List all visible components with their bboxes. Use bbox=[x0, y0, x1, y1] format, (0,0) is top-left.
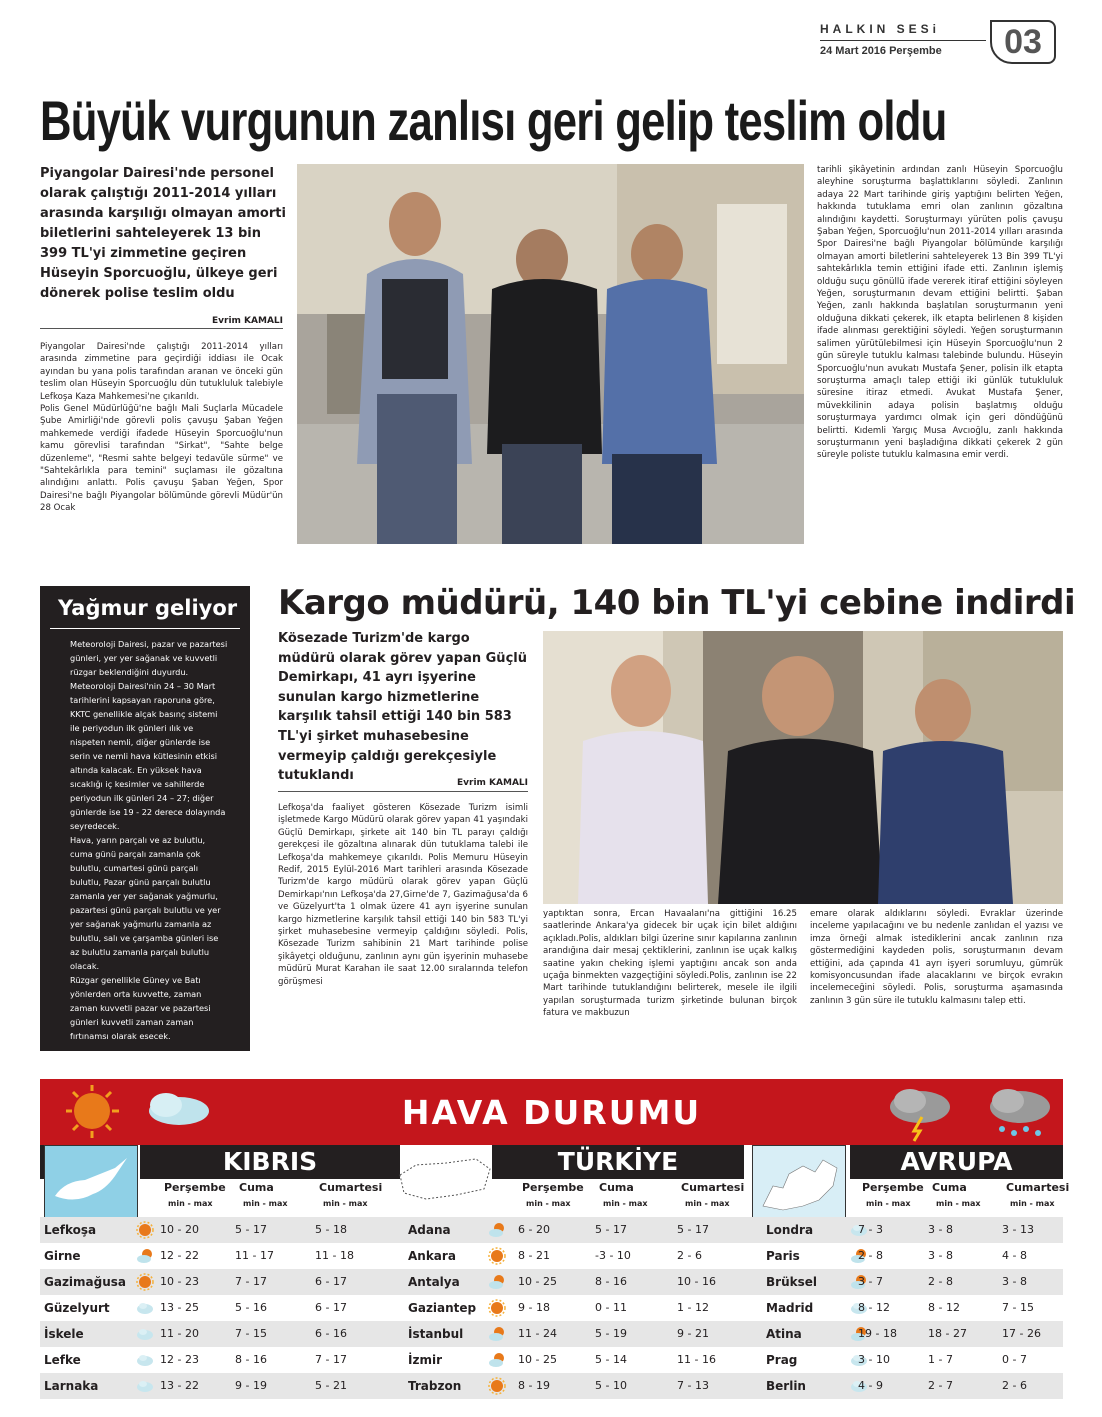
minmax-label: min - max bbox=[243, 1199, 288, 1208]
minmax-label: min - max bbox=[936, 1199, 981, 1208]
story1-column-2: tarihli şikâyetinin ardından zanlı Hüseyin Sporcuoğlu aleyhine soruşturma başlattıklarını söyledi. Zanlının adaya 22 Mart tarihinde giriş yaptığını belirten Yeğen, hakkında tutuklama emri olan zanlının gözaltına alındığını kaydetti. Soruşturmayı yürüten polis çavuşu Şaban Yeğen, Sporcuoğlu'nun 2011-2014 yılları arasında Spor Dairesi'ne bağlı Piyangolar bölümünde karşılığı olmayan amorti biletlerini sahteleyerek 13 Bin 399 TL'yi sahtekârlıkla temin ettiğini ifade etti. Zanlının işlemiş olduğu suçu gönüllü ifade vererek itiraf ettiğini söyleyen Yeğen, soruşturmanın devam ettiğini belirtti. Şaban Yeğen, zanlı hakkında başlatılan soruşturmanın yeni olduğuna dikkati çekerek, ilk etapta belirlenen 8 kişiden ifade alınması gerektiğini söyledi. Yeğen soruşturmanın salimen yürütülebilmesi için Hüseyin Sporcuoğlu'nun 2 gün süreyle tutuklu kalması talebinde bulundu. Hüseyin Sporcuoğlu'nun avukatı Mustafa Şener, polisin ilk etapta soruşturma amaçlı talep ettiği iki günlük tutukluluk süresine itiraz etmedi. Avukat Mustafa Şener, müvekkilinin adaya polisin başlatmış olduğu soruşturmaya yardımcı olmak için geri döndüğünü belirtti. Kıdemli Yargıç Musa Avcıoğlu, zanlı hakkında soruşturmanın yeni başladığına dikkati çekerek 2 gün süreyle poliste tutuklu kalmasına emir verdi. bbox=[817, 165, 1063, 461]
partly-cloudy-icon bbox=[488, 1221, 506, 1239]
temp-range: 10 - 23 bbox=[160, 1275, 199, 1288]
temp-range: 7 - 15 bbox=[1002, 1301, 1034, 1314]
temp-range: 3 - 8 bbox=[928, 1223, 953, 1236]
city-name: Girne bbox=[44, 1249, 81, 1263]
minmax-label: min - max bbox=[603, 1199, 648, 1208]
day-header-turkiye-2: Cumartesi bbox=[681, 1181, 745, 1194]
cloud-icon bbox=[136, 1351, 154, 1369]
page-number: 03 bbox=[990, 20, 1056, 64]
weather-row bbox=[40, 1347, 1063, 1373]
temp-range: 6 - 16 bbox=[315, 1327, 347, 1340]
temp-range: 4 - 8 bbox=[1002, 1249, 1027, 1262]
city-name: Brüksel bbox=[766, 1275, 817, 1289]
temp-range: 5 - 17 bbox=[235, 1223, 267, 1236]
temp-range: 10 - 25 bbox=[518, 1275, 557, 1288]
minmax-label: min - max bbox=[168, 1199, 213, 1208]
weather-row bbox=[40, 1373, 1063, 1399]
temp-range: 5 - 17 bbox=[677, 1223, 709, 1236]
temp-range: 8 - 19 bbox=[518, 1379, 550, 1392]
sun-icon bbox=[488, 1377, 506, 1395]
rain-sidebar bbox=[40, 586, 250, 1051]
temp-range: 2 - 8 bbox=[858, 1249, 883, 1262]
temp-range: 8 - 21 bbox=[518, 1249, 550, 1262]
newspaper-name: HALKIN SESi bbox=[820, 22, 941, 36]
day-header-turkiye-0: Perşembe bbox=[522, 1181, 584, 1194]
temp-range: 8 - 16 bbox=[235, 1353, 267, 1366]
partly-cloudy-icon bbox=[136, 1247, 154, 1265]
partly-cloudy-icon bbox=[488, 1273, 506, 1291]
day-header-kibris-1: Cuma bbox=[239, 1181, 274, 1194]
temp-range: 19 - 18 bbox=[858, 1327, 897, 1340]
temp-range: 18 - 27 bbox=[928, 1327, 967, 1340]
masthead-rule bbox=[820, 40, 986, 41]
issue-date: 24 Mart 2016 Perşembe bbox=[820, 45, 942, 57]
temp-range: 3 - 7 bbox=[858, 1275, 883, 1288]
temp-range: 10 - 25 bbox=[518, 1353, 557, 1366]
city-name: Ankara bbox=[408, 1249, 456, 1263]
city-name: Antalya bbox=[408, 1275, 460, 1289]
temp-range: 2 - 7 bbox=[928, 1379, 953, 1392]
europe-map bbox=[752, 1145, 846, 1221]
city-name: Paris bbox=[766, 1249, 800, 1263]
city-name: İstanbul bbox=[408, 1327, 464, 1341]
city-name: Larnaka bbox=[44, 1379, 99, 1393]
city-name: Atina bbox=[766, 1327, 802, 1341]
story2-column-1: Lefkoşa'da faaliyet gösteren Kösezade Turizm isimli işletmede Kargo Müdürü olarak görev yapan 41 yaşındaki Güçlü Demirkapı, şirkete ait 140 bin TL parayı çaldığı gerekçesi ile gözaltına alınarak dün tutuklama talebi ile Lefkoşa'da mahkemeye çıkarıldı. Polis Memuru Hüseyin Redif, 2015 Eylül-2016 Mart tarihleri arasında Kösezade Turizm'de kargo müdürü olarak görev yapan Güçlü Demirkapı'nın Lefkoşa'da 27,Girne'de 7, Gazimağusa'da 6 ve Güzelyurt'ta 1 olmak üzere 41 ayrı işyerine sunulan kargo hizmetlerine karşılık tahsil ettiği 140 bin 583 TL'yi şirket muhasebesine vermeyip çaldığını söyledi. Polis, Kösezade Turizm sahibinin 21 Mart tarihinde polise şikâyetçi olduğunu, zanlının aynı gün işyerinin muhasebe müdürü Murat Karahan ile saat 12.00 sıralarında telefon görüşmesi bbox=[278, 803, 528, 987]
story2-lead: Kösezade Turizm'de kargo müdürü olarak görev yapan Güçlü Demirkapı, 41 ayrı işyerine sunulan kargo hizmetlerine karşılık tahsil ettiği 140 bin 583 TL'yi şirket muhasebesine vermeyip çaldığı gerekçesiyle tutuklandı bbox=[278, 631, 527, 784]
sun-icon bbox=[488, 1299, 506, 1317]
minmax-label: min - max bbox=[866, 1199, 911, 1208]
story1-photo bbox=[297, 164, 804, 544]
temp-range: 11 - 18 bbox=[315, 1249, 354, 1262]
weather-panel bbox=[40, 1079, 1070, 1409]
city-name: Adana bbox=[408, 1223, 451, 1237]
story2-photo bbox=[543, 631, 1063, 904]
storm-icon bbox=[880, 1083, 1060, 1143]
temp-range: 2 - 6 bbox=[677, 1249, 702, 1262]
city-name: Trabzon bbox=[408, 1379, 462, 1393]
day-header-avrupa-2: Cumartesi bbox=[1006, 1181, 1070, 1194]
day-header-kibris-2: Cumartesi bbox=[319, 1181, 383, 1194]
temp-range: 0 - 7 bbox=[1002, 1353, 1027, 1366]
cyprus-map bbox=[44, 1145, 138, 1221]
story1-headline: Büyük vurgunun zanlısı geri gelip teslim oldu bbox=[40, 89, 947, 152]
day-header-avrupa-0: Perşembe bbox=[862, 1181, 924, 1194]
story1-lead: Piyangolar Dairesi'nde personel olarak çalıştığı 2011-2014 yılları arasında karşılığı olmayan amorti biletlerini sahteleyerek 13 bin 399 TL'yi zimmetine geçiren Hüseyin Sporcuoğlu, ülkeye geri dönerek polise teslim oldu bbox=[40, 166, 286, 301]
temp-range: 11 - 16 bbox=[677, 1353, 716, 1366]
temp-range: 9 - 18 bbox=[518, 1301, 550, 1314]
minmax-label: min - max bbox=[323, 1199, 368, 1208]
city-name: İzmir bbox=[408, 1353, 442, 1367]
turkey-map bbox=[396, 1145, 492, 1221]
story2-headline: Kargo müdürü, 140 bin TL'yi cebine indirdi bbox=[278, 583, 1076, 623]
weather-row bbox=[40, 1321, 1063, 1347]
temp-range: 6 - 20 bbox=[518, 1223, 550, 1236]
temp-range: 5 - 18 bbox=[315, 1223, 347, 1236]
temp-range: 3 - 8 bbox=[1002, 1275, 1027, 1288]
city-name: Lefke bbox=[44, 1353, 81, 1367]
temp-range: 4 - 9 bbox=[858, 1379, 883, 1392]
temp-range: 1 - 12 bbox=[677, 1301, 709, 1314]
temp-range: 13 - 25 bbox=[160, 1301, 199, 1314]
story2-rule bbox=[278, 791, 528, 792]
cloud-icon bbox=[136, 1299, 154, 1317]
temp-range: 10 - 20 bbox=[160, 1223, 199, 1236]
temp-range: 13 - 22 bbox=[160, 1379, 199, 1392]
day-header-kibris-0: Perşembe bbox=[164, 1181, 226, 1194]
temp-range: 2 - 8 bbox=[928, 1275, 953, 1288]
temp-range: 8 - 12 bbox=[858, 1301, 890, 1314]
weather-header bbox=[40, 1079, 1063, 1145]
sun-icon bbox=[136, 1221, 154, 1239]
minmax-label: min - max bbox=[1010, 1199, 1055, 1208]
city-name: Lefkoşa bbox=[44, 1223, 97, 1237]
partly-cloudy-icon bbox=[488, 1351, 506, 1369]
temp-range: 6 - 17 bbox=[315, 1275, 347, 1288]
temp-range: 3 - 8 bbox=[928, 1249, 953, 1262]
story2-column-3: emare olarak aldıklarını söyledi. Evraklar üzerinde inceleme yapılacağını ve bu nedenle zanlıdan el yazısı ve imza örneği almak istediklerini ancak zanlının rıza göstermediğini kaydeden polis, soruşturmanın devam ettiğini, ada çapında 41 ayrı işyeri sorumluyu, gümrük komisyoncusundan ifade alacaklarını ve birçok evrakın incelemeceğini söyledi. Polis, soruşturma aşamasında zanlının 3 gün süre ile tutuklu kalmasını talep etti. bbox=[810, 909, 1063, 1006]
temp-range: 5 - 16 bbox=[235, 1301, 267, 1314]
city-name: Gaziantep bbox=[408, 1301, 477, 1315]
rain-title: Yağmur geliyor bbox=[58, 596, 238, 620]
temp-range: 5 - 14 bbox=[595, 1353, 627, 1366]
temp-range: 11 - 17 bbox=[235, 1249, 274, 1262]
weather-row bbox=[40, 1295, 1063, 1321]
weather-row bbox=[40, 1243, 1063, 1269]
temp-range: 9 - 19 bbox=[235, 1379, 267, 1392]
weather-row bbox=[40, 1269, 1063, 1295]
temp-range: 5 - 21 bbox=[315, 1379, 347, 1392]
story2-column-2: yaptıktan sonra, Ercan Havaalanı'na gittiğini 16.25 saatlerinde Ankara'ya gidecek bir uçak için bilet aldığını açıkladı.Polis, aldıkları bilgi üzerine sınır kapılarına zanlının arandığına dair mesaj çektiklerini, zanlının ise uçak kalkış saatine yakın cheking işlemi yaptığını ancak son anda uçağa binmekten vazgeçtiğini söyledi.Polis, zanlının ise 22 Mart tarihinde tutuklandığını belirterek, mesele ile ilgili yapılan soruşturmada turizm şirketinde bulunan birçok fatura ve makbuzun bbox=[543, 909, 797, 1019]
temp-range: 5 - 19 bbox=[595, 1327, 627, 1340]
cloud-icon bbox=[136, 1325, 154, 1343]
region-kibris: KIBRIS bbox=[140, 1145, 400, 1179]
city-name: İskele bbox=[44, 1327, 84, 1341]
temp-range: 12 - 23 bbox=[160, 1353, 199, 1366]
temp-range: 11 - 24 bbox=[518, 1327, 557, 1340]
rain-text: Meteoroloji Dairesi, pazar ve pazartesi günleri, yer yer sağanak ve kuvvetli rüzgar beklendiğini duyurdu. Meteoroloji Dairesi'nin 24 – 30 Mart tarihlerini kapsayan raporuna göre, KKTC genellikle alçak basınç sistemi ile periyodun ilk günleri ılık ve nispeten nemli, diğer günlerde ise serin ve nemli hava kütlesinin etkisi altında kalacak. En yüksek hava sıcaklığı iç kesimler ve sahillerde periyodun ilk günleri 24 – 27; diğer günlerde ise 19 - 22 derece dolayında seyredecek. Hava, yarın parçalı ve az bulutlu, cuma günü parçalı zamanla çok bulutlu, cumartesi günü parçalı bulutlu, Pazar günü parçalı bulutlu zamanla yer yer sağanak yağmurlu, pazartesi günü parçalı bulutlu ve yer yer sağanak yağmurlu zamanla az bulutlu, salı ve çarşamba günleri ise az bulutlu zamanla parçalı bulutlu olacak. Rüzgar genellikle Güney ve Batı yönlerden orta kuvvette, zaman zaman kuvvetli pazar ve pazartesi günleri kuvvetli zaman zaman fırtınamsı olarak esecek. bbox=[70, 639, 228, 1041]
temp-range: 7 - 17 bbox=[235, 1275, 267, 1288]
temp-range: 2 - 6 bbox=[1002, 1379, 1027, 1392]
temp-range: 8 - 16 bbox=[595, 1275, 627, 1288]
temp-range: 3 - 13 bbox=[1002, 1223, 1034, 1236]
story2-byline: Evrim KAMALI bbox=[457, 778, 528, 788]
city-name: Güzelyurt bbox=[44, 1301, 110, 1315]
region-turkiye: TÜRKİYE bbox=[492, 1145, 744, 1179]
city-name: Prag bbox=[766, 1353, 798, 1367]
temp-range: 17 - 26 bbox=[1002, 1327, 1041, 1340]
day-header-avrupa-1: Cuma bbox=[932, 1181, 967, 1194]
temp-range: 0 - 11 bbox=[595, 1301, 627, 1314]
day-header-turkiye-1: Cuma bbox=[599, 1181, 634, 1194]
weather-title: HAVA DURUMU bbox=[401, 1093, 702, 1132]
temp-range: 7 - 13 bbox=[677, 1379, 709, 1392]
weather-row bbox=[40, 1217, 1063, 1243]
city-name: Berlin bbox=[766, 1379, 806, 1393]
sun-icon bbox=[488, 1247, 506, 1265]
minmax-label: min - max bbox=[685, 1199, 730, 1208]
temp-range: 9 - 21 bbox=[677, 1327, 709, 1340]
temp-range: 5 - 10 bbox=[595, 1379, 627, 1392]
minmax-label: min - max bbox=[526, 1199, 571, 1208]
city-name: Madrid bbox=[766, 1301, 814, 1315]
partly-cloudy-icon bbox=[488, 1325, 506, 1343]
city-name: Gazimağusa bbox=[44, 1275, 127, 1289]
temp-range: 3 - 10 bbox=[858, 1353, 890, 1366]
story1-byline: Evrim KAMALI bbox=[212, 316, 283, 326]
temp-range: 10 - 16 bbox=[677, 1275, 716, 1288]
temp-range: 7 - 17 bbox=[315, 1353, 347, 1366]
region-avrupa: AVRUPA bbox=[850, 1145, 1063, 1179]
sun-icon bbox=[136, 1273, 154, 1291]
temp-range: -3 - 10 bbox=[595, 1249, 631, 1262]
temp-range: 5 - 17 bbox=[595, 1223, 627, 1236]
temp-range: 6 - 17 bbox=[315, 1301, 347, 1314]
temp-range: 8 - 12 bbox=[928, 1301, 960, 1314]
temp-range: 7 - 15 bbox=[235, 1327, 267, 1340]
temp-range: 7 - 3 bbox=[858, 1223, 883, 1236]
story1-rule bbox=[40, 328, 283, 329]
temp-range: 12 - 22 bbox=[160, 1249, 199, 1262]
city-name: Londra bbox=[766, 1223, 814, 1237]
temp-range: 1 - 7 bbox=[928, 1353, 953, 1366]
temp-range: 11 - 20 bbox=[160, 1327, 199, 1340]
cloud-icon bbox=[136, 1377, 154, 1395]
story1-column-1: Piyangolar Dairesi'nde çalıştığı 2011-2014 yılları arasında zimmetine para geçirdiği iddiası ile Ocak ayından bu yana polis tarafından aranan ve önceki gün teslim olan Hüseyin Sporcuoğlu dün tutukluluk talebiyle Lefkoşa Kaza Mahkemesi'ne çıkarıldı. Polis Genel Müdürlüğü'ne bağlı Mali Suçlarla Mücadele Şube Amirliği'nde görevli polis çavuşu Şaban Yeğen mahkemede verdiği ifadede Hüseyin Sporcuoğlu'nun kamu görevlisi tarafından "Sirkat", "Sahte belge düzenleme", "Resmi sahte belgeyi tedavüle sürme" ve "Sahtekârlıkla para temini" suçlaması ile gözaltına alındığını anlattı. Polis çavuşu Şaban Yeğen, Spor Dairesi'ne bağlı Piyangolar bölümünde görevli Müdür'ün 28 Ocak bbox=[40, 342, 283, 514]
